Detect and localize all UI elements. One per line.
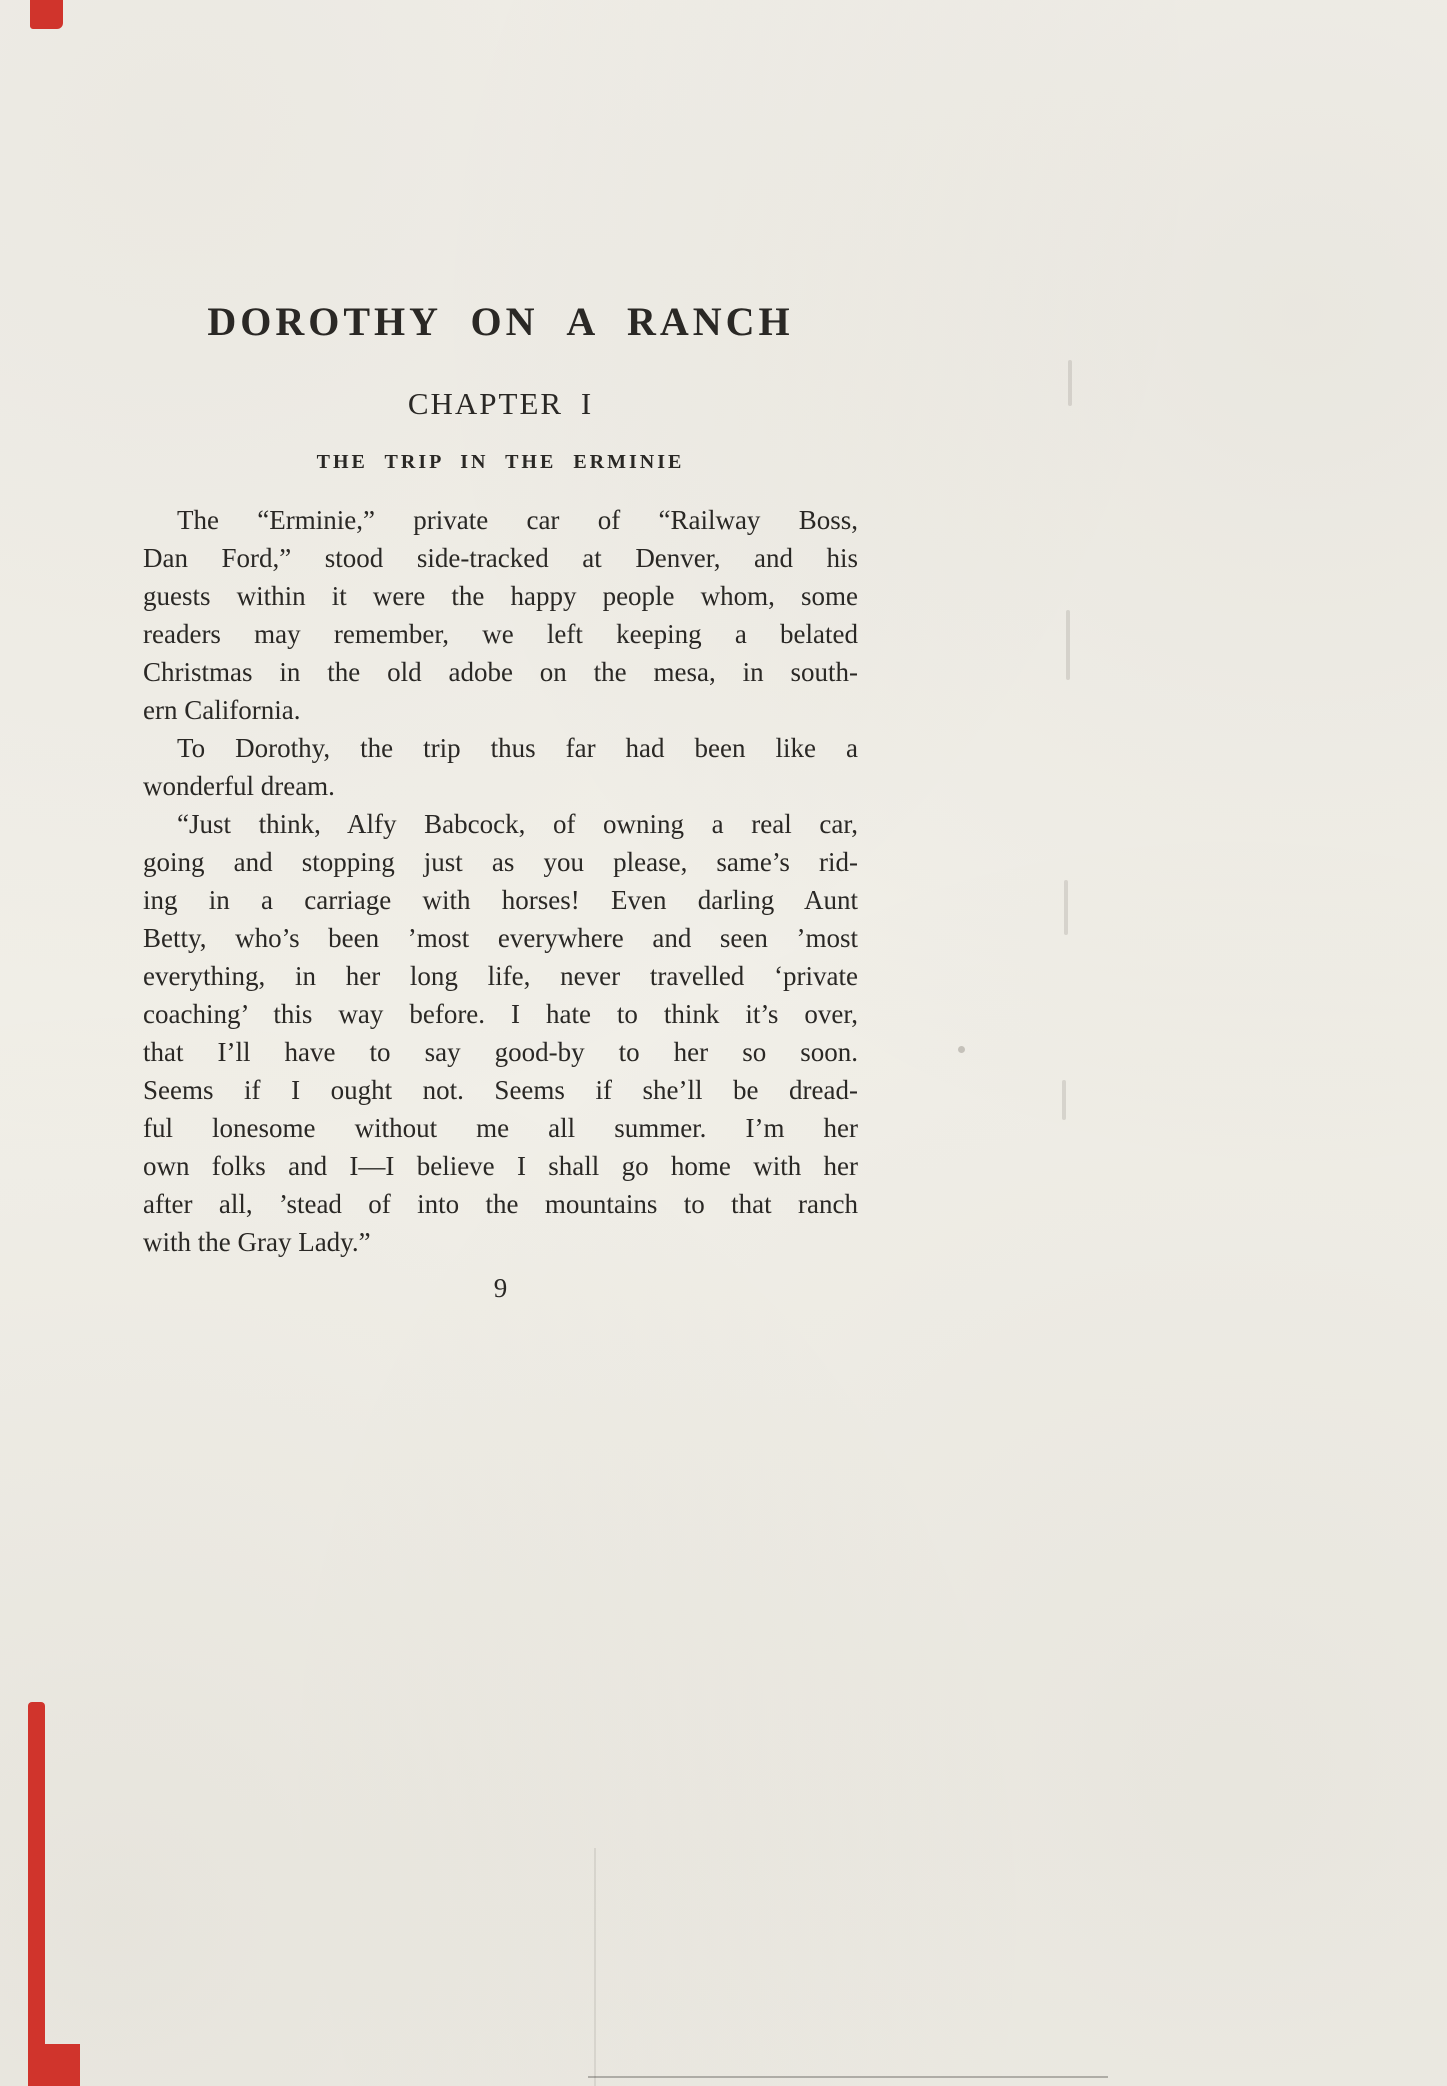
text-line: ing in a carriage with horses! Even darling Aunt [143, 885, 858, 915]
page-number: 9 [493, 1273, 508, 1303]
book-title: DOROTHY ON A RANCH [207, 299, 794, 344]
text-line: wonderful dream. [143, 771, 335, 801]
text-line: readers may remember, we left keeping a belated [143, 619, 858, 649]
text-block [143, 300, 858, 1305]
text-line: “Just think, Alfy Babcock, of owning a real car, [177, 809, 858, 839]
text-line: coaching’ this way before. I hate to think it’s over, [143, 999, 858, 1029]
text-line: Seems if I ought not. Seems if she’ll be dread- [143, 1075, 858, 1105]
paragraph [143, 729, 858, 805]
text-line: Betty, who’s been ’most everywhere and seen ’most [143, 923, 858, 953]
chapter-heading: CHAPTER I [407, 386, 594, 421]
text-line: going and stopping just as you please, same’s rid- [143, 847, 858, 877]
text-line: own folks and I—I believe I shall go home with her [143, 1151, 858, 1181]
text-line: guests within it were the happy people whom, some [143, 581, 858, 611]
text-line: that I’ll have to say good-by to her so soon. [143, 1037, 858, 1067]
text-line: Dan Ford,” stood side-tracked at Denver, and his [143, 543, 858, 573]
scan-line-artifact [588, 2076, 1108, 2078]
text-line: Christmas in the old adobe on the mesa, in south- [143, 657, 858, 687]
red-edge-artifact-foot [28, 2044, 80, 2086]
page-crease-artifact [594, 1848, 596, 2086]
text-line: ern California. [143, 695, 301, 725]
red-edge-artifact-top-left [30, 0, 63, 29]
ink-speck-artifact [958, 1046, 965, 1053]
section-heading: THE TRIP IN THE ERMINIE [316, 451, 685, 473]
paragraph [143, 501, 858, 729]
text-line: The “Erminie,” private car of “Railway Boss, [177, 505, 858, 535]
ink-bleed-artifact [1066, 610, 1070, 680]
ink-bleed-artifact [1068, 360, 1072, 406]
text-line: after all, ’stead of into the mountains to that ranch [143, 1189, 858, 1219]
text-line: To Dorothy, the trip thus far had been like a [177, 733, 858, 763]
red-edge-artifact-bottom-left [28, 1702, 45, 2086]
body-text [143, 501, 858, 1261]
text-line: with the Gray Lady.” [143, 1227, 371, 1257]
paragraph [143, 805, 858, 1261]
text-line: ful lonesome without me all summer. I’m her [143, 1113, 858, 1143]
ink-bleed-artifact [1064, 880, 1068, 935]
ink-bleed-artifact [1062, 1080, 1066, 1120]
text-line: everything, in her long life, never travelled ‘private [143, 961, 858, 991]
